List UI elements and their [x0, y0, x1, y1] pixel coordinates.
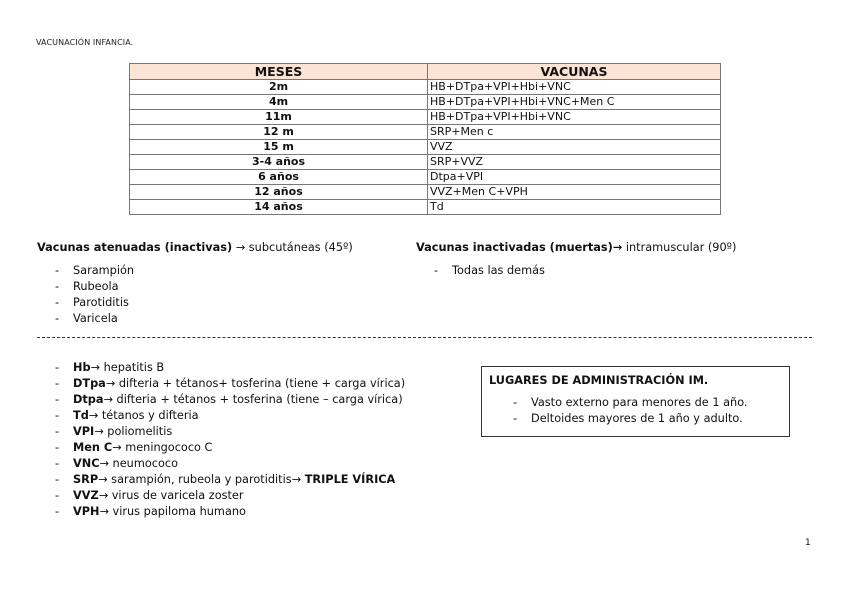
- cell-meses: 4m: [130, 95, 428, 110]
- cell-meses: 12 m: [130, 125, 428, 140]
- document-title: VACUNACIÓN INFANCIA.: [36, 38, 134, 47]
- abbr-desc: → tétanos y difteria: [88, 409, 199, 422]
- cell-meses: 2m: [130, 80, 428, 95]
- list-item: [37, 408, 405, 424]
- abbr-desc: → meningococo C: [112, 441, 213, 454]
- list-item: - Deltoides mayores de 1 año y adulto.: [489, 411, 782, 427]
- table-row: [130, 140, 721, 155]
- cell-vacunas: HB+DTpa+VPI+Hbi+VNC: [428, 110, 721, 125]
- abbr-desc: → difteria + tétanos + tosferina (tiene – carga vírica): [103, 393, 403, 406]
- abbr-term: Hb: [73, 361, 91, 374]
- abbr-extra: TRIPLE VÍRICA: [304, 473, 396, 486]
- list-item: [37, 456, 405, 472]
- inactivated-heading-bold: Vacunas inactivadas (muertas)→: [416, 241, 623, 254]
- list-item: [37, 392, 405, 408]
- list-item: [37, 360, 405, 376]
- list-item: [37, 376, 405, 392]
- cell-meses: 12 años: [130, 185, 428, 200]
- cell-vacunas: HB+DTpa+VPI+Hbi+VNC+Men C: [428, 95, 721, 110]
- dashed-divider: [37, 337, 812, 338]
- table-row: [130, 185, 721, 200]
- abbr-term: VPI: [73, 425, 95, 438]
- abbr-desc: → neumococo: [99, 457, 178, 470]
- list-item: - Parotiditis: [37, 295, 353, 311]
- table-row: [130, 80, 721, 95]
- inactivated-list: [416, 263, 736, 279]
- list-item: - Varicela: [37, 311, 353, 327]
- inactivated-heading-rest: intramuscular (90º): [622, 241, 737, 254]
- page-number: 1: [805, 538, 811, 548]
- list-item: [37, 488, 405, 504]
- attenuated-list: [37, 263, 353, 327]
- table-row: [130, 110, 721, 125]
- abbr-desc: → virus de varicela zoster: [98, 489, 244, 502]
- abbr-desc: → sarampión, rubeola y parotiditis→: [98, 473, 305, 486]
- abbr-term: VPH: [73, 505, 100, 518]
- abbr-term: VNC: [73, 457, 100, 470]
- table-row: [130, 155, 721, 170]
- inactivated-heading: [416, 241, 736, 254]
- abbr-term: Td: [73, 409, 89, 422]
- header-vacunas: VACUNAS: [428, 64, 721, 80]
- table-row: [130, 125, 721, 140]
- cell-vacunas: VVZ+Men C+VPH: [428, 185, 721, 200]
- cell-meses: 3-4 años: [130, 155, 428, 170]
- cell-vacunas: Td: [428, 200, 721, 215]
- admin-sites-title: LUGARES DE ADMINISTRACIÓN IM.: [489, 374, 709, 387]
- abbr-term: Men C: [73, 441, 113, 454]
- abbr-desc: → poliomelitis: [94, 425, 173, 438]
- list-item: - Rubeola: [37, 279, 353, 295]
- table-row: [130, 170, 721, 185]
- cell-meses: 11m: [130, 110, 428, 125]
- inactivated-section: [416, 241, 736, 279]
- attenuated-section: [37, 241, 353, 327]
- header-meses: MESES: [130, 64, 428, 80]
- table-row: [130, 95, 721, 110]
- abbr-desc: → hepatitis B: [90, 361, 165, 374]
- abbr-term: Dtpa: [73, 393, 104, 406]
- cell-meses: 6 años: [130, 170, 428, 185]
- abbr-term: VVZ: [73, 489, 99, 502]
- abbr-desc: → virus papiloma humano: [99, 505, 246, 518]
- abbreviations-section: [37, 360, 405, 520]
- admin-sites-list: [489, 395, 782, 427]
- table-row: [130, 200, 721, 215]
- cell-vacunas: Dtpa+VPI: [428, 170, 721, 185]
- cell-vacunas: HB+DTpa+VPI+Hbi+VNC: [428, 80, 721, 95]
- abbr-desc: → difteria + tétanos+ tosferina (tiene + carga vírica): [105, 377, 406, 390]
- cell-vacunas: SRP+Men c: [428, 125, 721, 140]
- list-item: [37, 440, 405, 456]
- cell-vacunas: VVZ: [428, 140, 721, 155]
- list-item: [37, 504, 405, 520]
- list-item: - Sarampión: [37, 263, 353, 279]
- abbr-term: SRP: [73, 473, 99, 486]
- list-item: [37, 472, 405, 488]
- cell-vacunas: SRP+VVZ: [428, 155, 721, 170]
- cell-meses: 15 m: [130, 140, 428, 155]
- attenuated-heading-bold: Vacunas atenuadas (inactivas): [37, 241, 233, 254]
- cell-meses: 14 años: [130, 200, 428, 215]
- attenuated-heading-rest: → subcutáneas (45º): [235, 241, 353, 254]
- abbreviations-list: [37, 360, 405, 520]
- list-item: [37, 424, 405, 440]
- vaccination-table: [129, 63, 721, 215]
- list-item: - Todas las demás: [416, 263, 736, 279]
- abbr-term: DTpa: [73, 377, 106, 390]
- table-header-row: [130, 64, 721, 80]
- list-item: - Vasto externo para menores de 1 año.: [489, 395, 782, 411]
- admin-sites-box: [481, 366, 790, 437]
- attenuated-heading: [37, 241, 353, 254]
